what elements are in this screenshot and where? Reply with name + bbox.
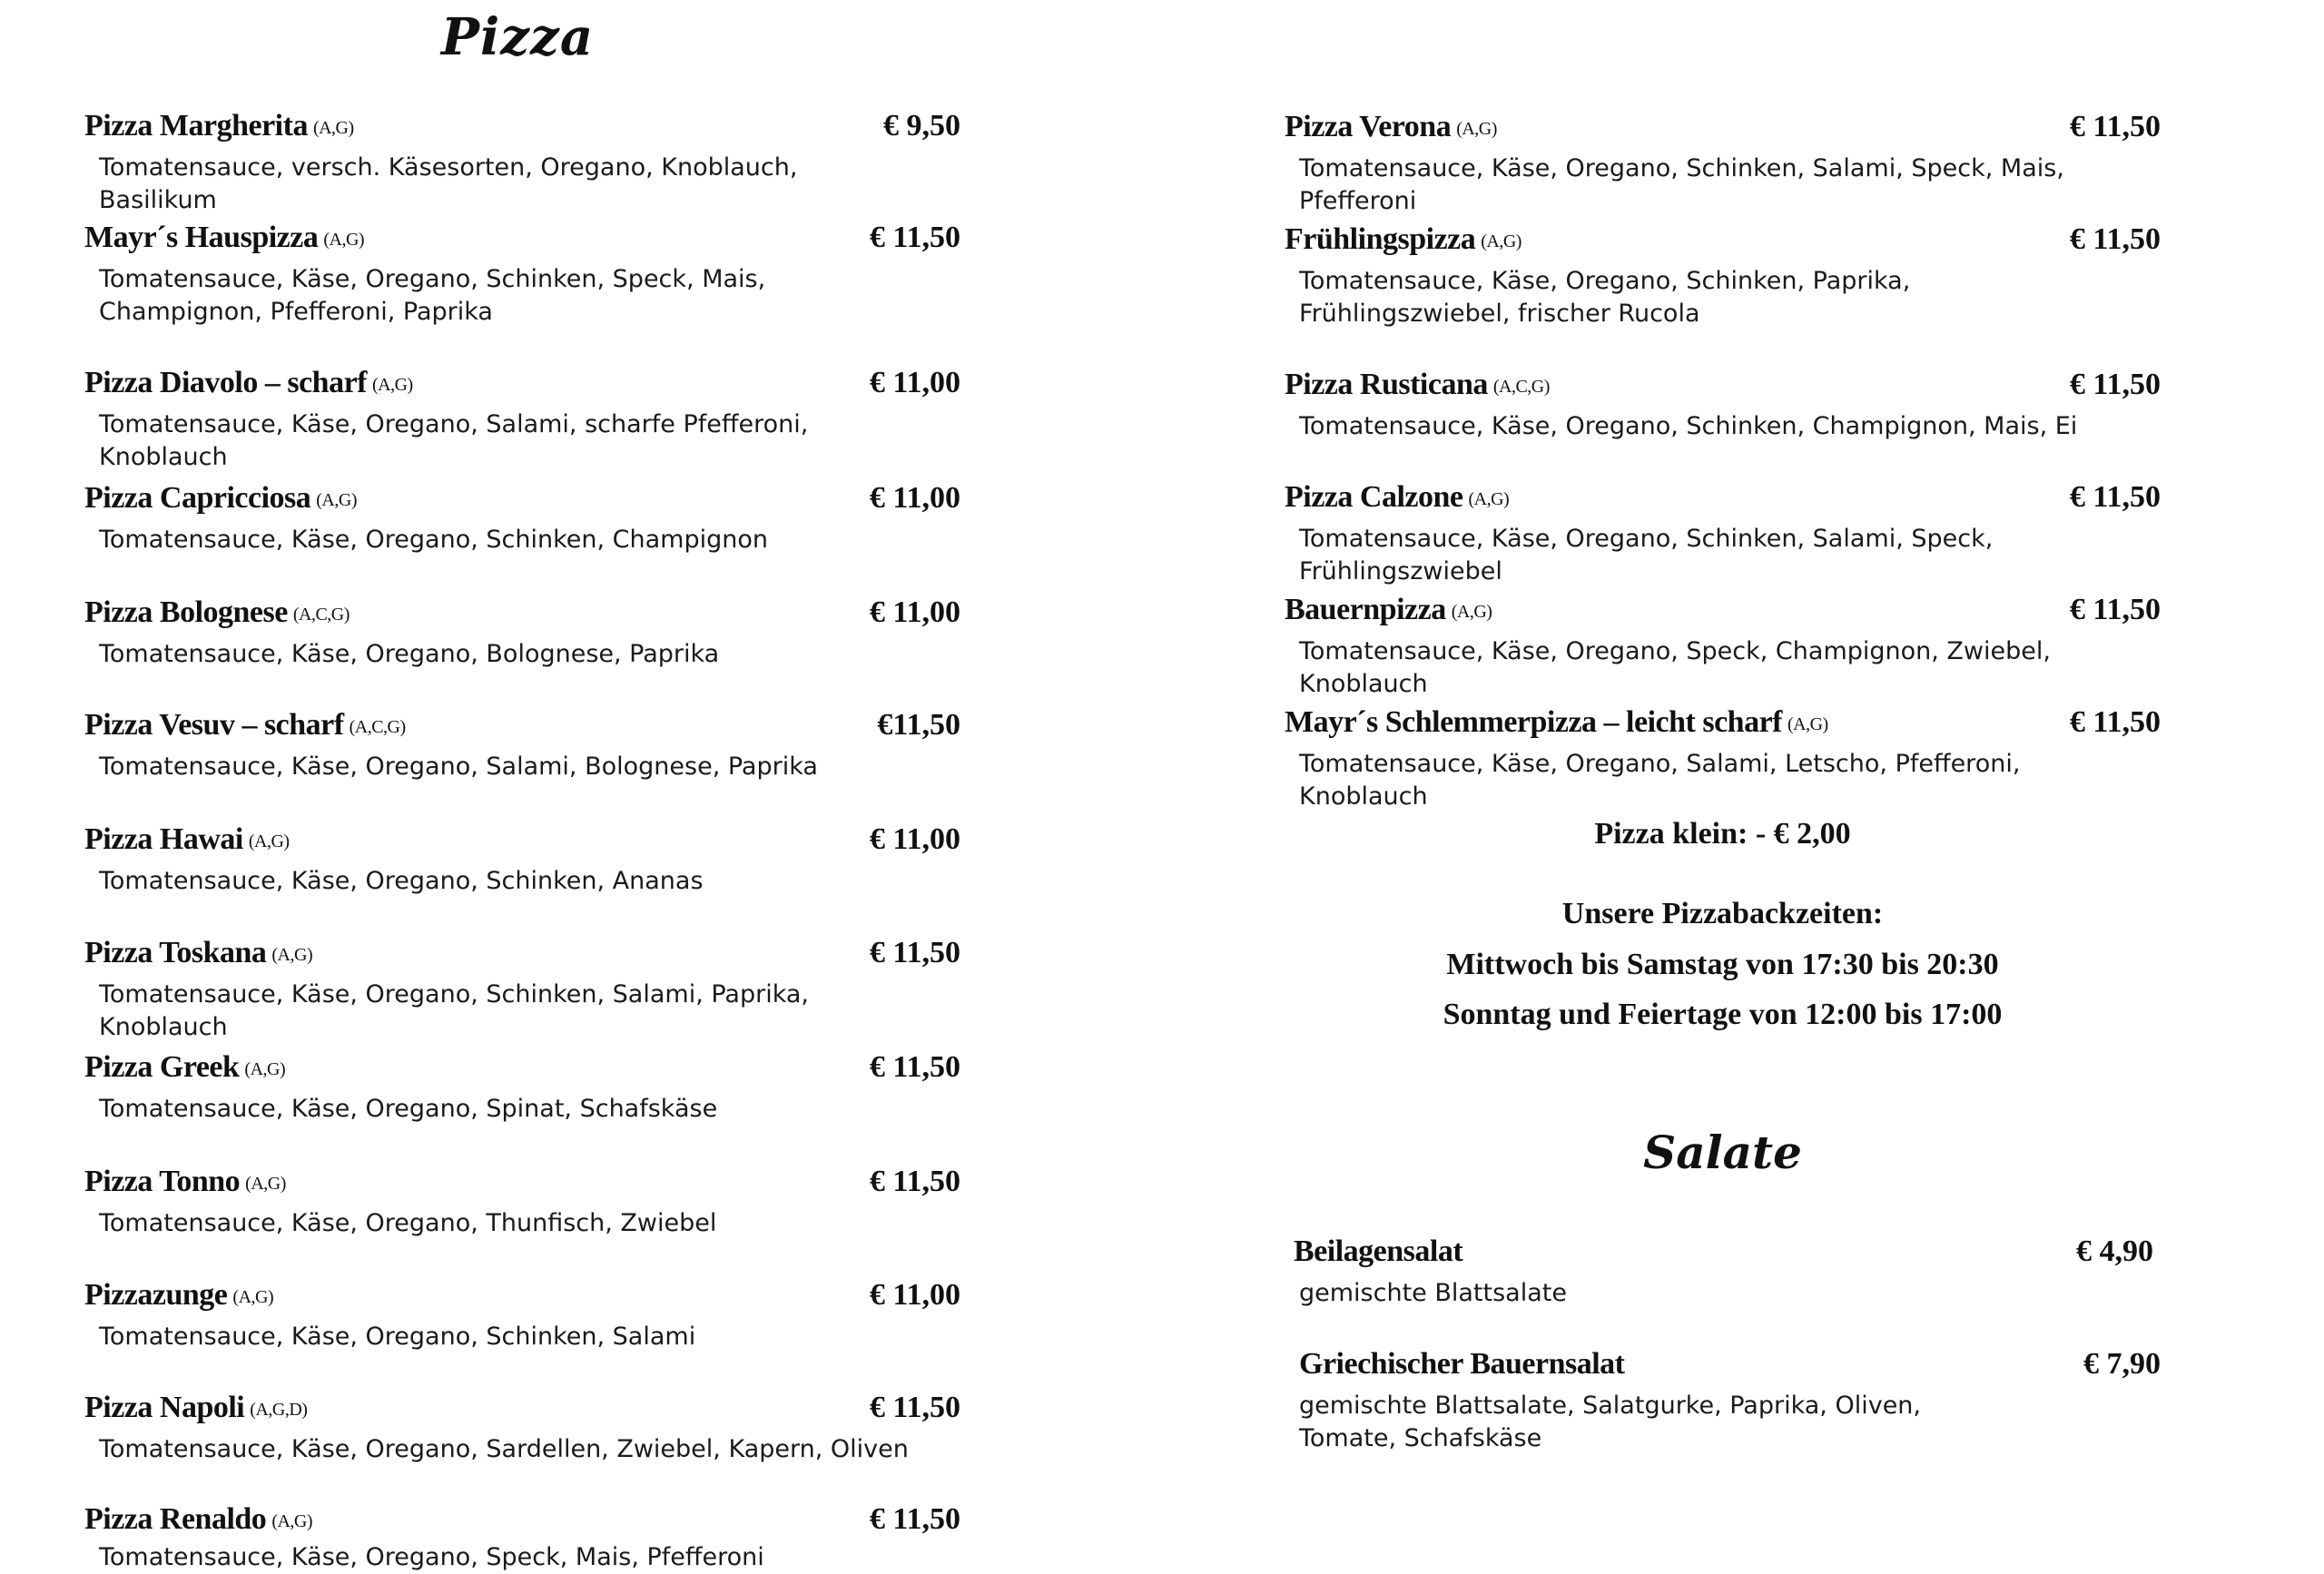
- menu-item: [84, 1046, 960, 1126]
- item-name: Griechischer Bauernsalat: [1299, 1347, 1625, 1381]
- item-name: Pizza Hawai (A,G): [84, 822, 290, 856]
- item-description: Tomatensauce, Käse, Oregano, Schinken, Speck, Mais, Champignon, Pfefferoni, Paprika: [99, 265, 766, 326]
- item-description: Tomatensauce, Käse, Oregano, Bolognese, Paprika: [99, 640, 720, 668]
- item-allergens: (A,G): [316, 490, 357, 510]
- item-description: Tomatensauce, Käse, Oregano, Schinken, Ananas: [99, 867, 704, 895]
- item-allergens: (A,G): [323, 230, 365, 250]
- menu-item: [84, 1274, 960, 1353]
- menu-item: [84, 703, 960, 783]
- item-allergens: (A,G): [271, 1511, 313, 1531]
- item-price: € 11,50: [2069, 480, 2161, 514]
- item-allergens: (A,G): [372, 375, 413, 395]
- item-name: Frühlingspizza (A,G): [1285, 222, 1521, 256]
- item-price: € 11,00: [869, 481, 960, 515]
- item-name: Pizza Renaldo (A,G): [84, 1502, 313, 1536]
- item-price: € 11,00: [869, 1278, 960, 1312]
- item-description: Tomatensauce, Käse, Oregano, Schinken, Champignon: [99, 526, 769, 554]
- menu-item: [1285, 218, 2161, 330]
- item-name: Pizza Margherita (A,G): [84, 109, 354, 143]
- item-description: Tomatensauce, Käse, Oregano, Thunfisch, Zwiebel: [99, 1209, 717, 1237]
- menu-item: [84, 818, 960, 898]
- menu-item: [84, 361, 960, 474]
- menu-item: [1285, 476, 2161, 588]
- item-price: € 11,50: [869, 221, 960, 254]
- menu-item: [84, 931, 960, 1044]
- item-price: € 11,50: [869, 936, 960, 969]
- menu-item: [1285, 105, 2161, 218]
- item-price: € 11,50: [2069, 222, 2161, 256]
- item-price: €11,50: [877, 708, 960, 742]
- baking-times-weekdays: Mittwoch bis Samstag von 17:30 bis 20:30: [1446, 948, 1999, 981]
- item-price: € 11,50: [869, 1502, 960, 1536]
- item-allergens: (A,G): [245, 1174, 286, 1194]
- menu-item: [84, 477, 960, 556]
- item-description: Tomatensauce, Käse, Oregano, Schinken, Paprika, Frühlingszwiebel, frischer Rucola: [1299, 267, 1911, 328]
- item-description: Tomatensauce, Käse, Oregano, Spinat, Schafskäse: [99, 1095, 718, 1123]
- item-price: € 11,50: [2069, 368, 2161, 401]
- item-name: Pizza Capricciosa (A,G): [84, 481, 357, 515]
- menu-item: [1285, 363, 2161, 443]
- item-name: Pizza Diavolo – scharf (A,G): [84, 366, 413, 399]
- item-name: Pizza Vesuv – scharf (A,C,G): [84, 708, 406, 742]
- item-price: € 11,50: [869, 1391, 960, 1424]
- small-pizza-note: Pizza klein: - € 2,00: [1594, 817, 1851, 851]
- salads-section-title: Salate: [1643, 1126, 1802, 1179]
- item-allergens: (A,G): [1451, 602, 1492, 622]
- item-price: € 11,50: [869, 1165, 960, 1198]
- item-description: Tomatensauce, Käse, Oregano, Sardellen, Zwiebel, Kapern, Oliven: [99, 1435, 909, 1463]
- item-allergens: (A,C,G): [1492, 377, 1550, 397]
- item-description: Tomatensauce, Käse, Oregano, Schinken, Salami, Speck, Mais, Pfefferoni: [1299, 154, 2064, 215]
- item-description: gemischte Blattsalate: [1299, 1279, 1567, 1307]
- item-price: € 11,50: [2069, 593, 2161, 626]
- item-allergens: (A,G): [248, 831, 290, 851]
- item-description: Tomatensauce, Käse, Oregano, Salami, Letscho, Pfefferoni, Knoblauch: [1299, 750, 2021, 811]
- item-price: € 11,50: [2069, 110, 2161, 143]
- item-name: Pizza Tonno (A,G): [84, 1165, 286, 1198]
- item-description: Tomatensauce, versch. Käsesorten, Oregano, Knoblauch, Basilikum: [99, 153, 798, 214]
- menu-item: [84, 1386, 960, 1466]
- item-name: Pizza Toskana (A,G): [84, 936, 313, 969]
- item-description: Tomatensauce, Käse, Oregano, Speck, Champignon, Zwiebel, Knoblauch: [1299, 637, 2051, 698]
- item-description: Tomatensauce, Käse, Oregano, Schinken, Salami: [99, 1323, 696, 1351]
- item-price: € 4,90: [2076, 1235, 2153, 1268]
- item-description: Tomatensauce, Käse, Oregano, Speck, Mais, Pfefferoni: [99, 1543, 764, 1571]
- item-allergens: (A,G): [1787, 714, 1828, 734]
- item-price: € 11,00: [869, 595, 960, 629]
- item-name: Pizza Napoli (A,G,D): [84, 1391, 308, 1424]
- item-description: gemischte Blattsalate, Salatgurke, Paprika, Oliven, Tomate, Schafskäse: [1299, 1392, 1922, 1452]
- baking-times-heading: Unsere Pizzabackzeiten:: [1561, 897, 1884, 930]
- salad-item: [1285, 1343, 2161, 1455]
- menu-item: [84, 1498, 960, 1574]
- item-allergens: (A,C,G): [349, 717, 406, 737]
- item-allergens: (A,G): [232, 1287, 274, 1307]
- salad-item: [1285, 1230, 2161, 1310]
- item-description: Tomatensauce, Käse, Oregano, Salami, scharfe Pfefferoni, Knoblauch: [99, 410, 809, 471]
- item-name: Pizza Calzone (A,G): [1285, 480, 1510, 514]
- menu-item: [84, 104, 960, 217]
- item-description: Tomatensauce, Käse, Oregano, Schinken, Champignon, Mais, Ei: [1299, 412, 2078, 440]
- menu-item: [1285, 701, 2161, 813]
- item-name: Beilagensalat: [1294, 1235, 1463, 1268]
- item-price: € 11,50: [869, 1050, 960, 1084]
- menu-item: [84, 1160, 960, 1240]
- item-allergens: (A,G): [244, 1059, 286, 1079]
- item-name: Pizza Verona (A,G): [1285, 110, 1497, 143]
- item-allergens: (A,C,G): [292, 605, 350, 625]
- menu-item: [1285, 588, 2161, 701]
- item-allergens: (A,G): [312, 118, 354, 138]
- item-allergens: (A,G,D): [250, 1400, 308, 1420]
- pizza-section-title: Pizza: [440, 7, 595, 67]
- item-name: Mayr´s Schlemmerpizza – leicht scharf (A,G): [1285, 705, 1828, 739]
- item-price: € 11,50: [2069, 705, 2161, 739]
- item-name: Mayr´s Hauspizza (A,G): [84, 221, 365, 254]
- item-name: Pizza Bolognese (A,C,G): [84, 595, 350, 629]
- item-name: Bauernpizza (A,G): [1285, 593, 1492, 626]
- item-allergens: (A,G): [1468, 489, 1510, 509]
- item-price: € 11,00: [869, 822, 960, 856]
- item-description: Tomatensauce, Käse, Oregano, Schinken, Salami, Paprika, Knoblauch: [99, 980, 810, 1041]
- menu-item: [84, 591, 960, 671]
- item-name: Pizza Rusticana (A,C,G): [1285, 368, 1550, 401]
- menu-item: [84, 216, 960, 329]
- item-description: Tomatensauce, Käse, Oregano, Schinken, Salami, Speck, Frühlingszwiebel: [1299, 525, 1994, 585]
- item-allergens: (A,G): [1481, 231, 1521, 251]
- item-allergens: (A,G): [1456, 119, 1497, 139]
- item-name: Pizzazunge (A,G): [84, 1278, 274, 1312]
- item-price: € 9,50: [883, 109, 960, 143]
- baking-times-weekend: Sonntag und Feiertage von 12:00 bis 17:00: [1443, 998, 2003, 1031]
- item-price: € 11,00: [869, 366, 960, 399]
- item-allergens: (A,G): [271, 945, 313, 965]
- item-description: Tomatensauce, Käse, Oregano, Salami, Bolognese, Paprika: [99, 753, 818, 781]
- item-price: € 7,90: [2083, 1347, 2161, 1381]
- item-name: Pizza Greek (A,G): [84, 1050, 286, 1084]
